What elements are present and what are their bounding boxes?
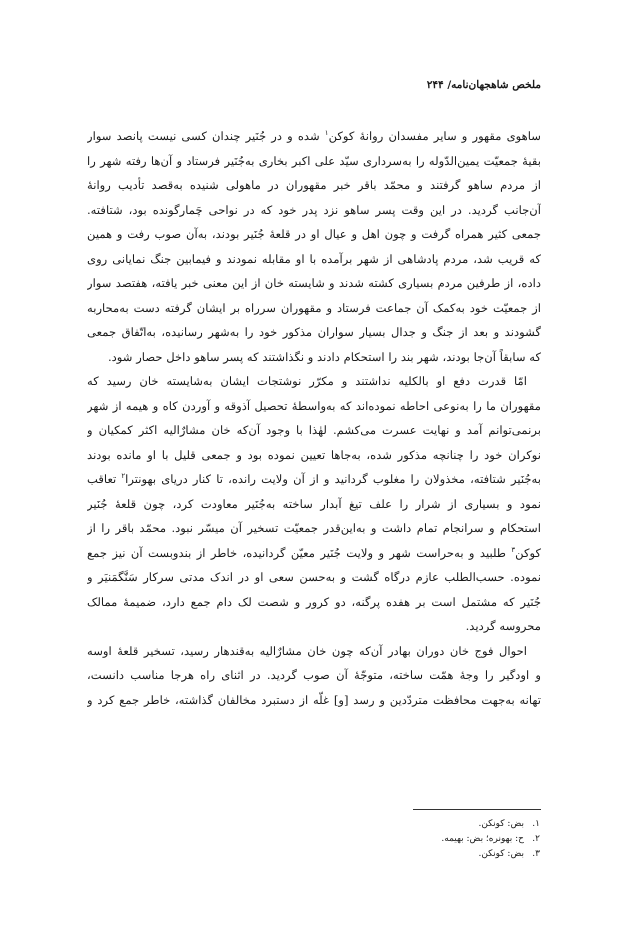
line-text: و اودگیر را وجهٔ همّت ساخته، متوجّهٔ آن صوب گردید. در اثنای راه هرجا مناسب دانست، bbox=[87, 668, 541, 682]
footnote-number: ۳. bbox=[532, 849, 540, 859]
line-text: کوکن bbox=[515, 545, 541, 560]
text-line bbox=[87, 418, 541, 443]
text-line bbox=[87, 149, 541, 174]
line-text: امّا قدرت دفع او بالکلیه نداشتند و مکرّر نوشتجات ایشان به‌شایسته خان رسید که bbox=[87, 374, 527, 388]
line-text: که سابقاً آن‌جا بودند، شهر بند را استحکام دادند و نگذاشتند که پسر ساهو داخل حصار شود. bbox=[107, 349, 541, 364]
line-text: که قریب شد، مردم پادشاهی از شهر برآمده با او مقابله نمودند و فیمابین جنگ نمایانی روی bbox=[87, 251, 541, 266]
footnote-text: بض: کونکن. bbox=[478, 819, 524, 829]
line-text: محروسه گردید. bbox=[465, 619, 541, 633]
footnotes bbox=[87, 817, 540, 862]
text-line bbox=[87, 173, 541, 198]
text-line bbox=[87, 320, 541, 345]
line-text: مقهوران ما را به‌نوعی احاطه نموده‌اند که به‌واسطهٔ تحصیل آذوقه و آوردن کاه و هیمه از شهر bbox=[87, 398, 541, 413]
text-line bbox=[87, 516, 541, 541]
line-text: آن‌جانب گردید. در این وقت پسر ساهو نزد پدر خود که در نواحی چَمارگونده بود، شتافته. bbox=[87, 202, 541, 217]
footnote-number: ۱. bbox=[532, 819, 540, 829]
text-line bbox=[87, 565, 541, 590]
text-line bbox=[87, 467, 541, 492]
text-line bbox=[87, 296, 541, 321]
text-line bbox=[87, 492, 541, 517]
line-text: از مردم ساهو گرفتند و محمّد باقر خبر مقهوران در ماهولی شنیده به‌قصد تأدیب روانهٔ bbox=[87, 178, 541, 192]
text-line bbox=[87, 663, 541, 688]
footnote-text: ح: بهونره؛ بض: بهیمه. bbox=[441, 834, 524, 844]
footnote-item bbox=[87, 832, 540, 847]
footnote-marker[interactable]: ۲ bbox=[121, 472, 126, 481]
running-header: ملخص شاهجهان‌نامه/ ۲۴۴ bbox=[426, 79, 541, 91]
text-line bbox=[87, 541, 541, 566]
text-line bbox=[87, 614, 541, 639]
line-text-continued: طلبید و به‌حراست شهر و ولایت جُنَیر معیّن گردانیده، خاطر از بندوبست آن نیز جمع bbox=[87, 545, 512, 560]
line-text: احوال فوج خان دوران بهادر آن‌که چون خان مشارٌالیه به‌قندهار رسید، تسخیر قلعهٔ اوسه bbox=[87, 643, 527, 658]
text-line bbox=[87, 639, 541, 664]
line-text: ساهوی مقهور و سایر مفسدان روانهٔ کوکن bbox=[328, 129, 541, 143]
footnote-item bbox=[87, 847, 540, 862]
text-line bbox=[87, 369, 541, 394]
line-text: برنمی‌توانم آمد و نهایت عسرت می‌کشم. لهٰذا با وجود آن‌که خان مشارٌالیه اکثر کمکیان و bbox=[87, 423, 541, 437]
footnote-marker[interactable]: ۱ bbox=[324, 129, 329, 138]
line-text: گشودند و بعد از جنگ و جدال بسیار سواران مذکور خود را به‌شهر رسانیده، به‌اتّفاق جمعی bbox=[87, 325, 541, 339]
text-line bbox=[87, 124, 541, 149]
footnote-number: ۲. bbox=[532, 834, 540, 844]
line-text: از جمعیّت خود به‌کمک آن جماعت فرستاد و مقهوران سرراه بر ایشان گرفته دست به‌محاربه bbox=[87, 300, 541, 315]
footnote-text: بض: کونکن. bbox=[478, 849, 524, 859]
line-text: نوکران خود را چنانچه مذکور شده، به‌جاها تعیین نموده بود و جمعی قلیل با او مانده بودند bbox=[87, 447, 541, 462]
text-line bbox=[87, 271, 541, 296]
line-text: جُنَیر که مشتمل است بر هفده پرگنه، دو کرور و شصت لک دام جمع دارد، ضمیمهٔ ممالک bbox=[87, 594, 541, 609]
footnote-item bbox=[87, 817, 540, 832]
text-line bbox=[87, 443, 541, 468]
line-text: داده، از طرفین مردم بسیاری کشته شدند و شایسته خان از این معنی خبر یافته، هفتصد سوار bbox=[87, 276, 541, 290]
main-text bbox=[87, 124, 541, 712]
line-text: به‌جُنَیر شتافته، مخذولان را مغلوب گردانید و از آن ولایت رانده، تا کنار دریای بهونترا bbox=[125, 472, 541, 486]
text-line bbox=[87, 590, 541, 615]
footnote-marker[interactable]: ۳ bbox=[511, 545, 516, 554]
line-text: نموده. حسب‌الطلب عازم درگاه گشت و به‌حسن سعی او در اندک مدتی سرکار سَنَّگمَنیَر و bbox=[87, 570, 541, 584]
line-text: نمود و بسیاری از شرار را علف تیغ آبدار ساخته به‌جُنَیر معاودت کرد، چون قلعهٔ جُنَیر bbox=[87, 496, 541, 511]
text-line bbox=[87, 345, 541, 370]
text-line bbox=[87, 198, 541, 223]
line-text: جمعی کثیر همراه گرفت و چون اهل و عیال او در قلعهٔ جُنَیر بودند، به‌آن صوب رفت و همین bbox=[87, 227, 541, 241]
line-text: بقیهٔ جمعیّت یمین‌الدّوله را به‌سرداری سیّد علی اکبر بخاری به‌جُنَیر فرستاد و آن‌ها رفته شهر را bbox=[87, 153, 541, 168]
text-line bbox=[87, 222, 541, 247]
line-text: استحکام و سرانجام تمام داشت و به‌این‌قدر جمعیّت تسخیر آن میسّر نبود. محمّد باقر را از bbox=[87, 521, 541, 535]
line-text: تهانه به‌جهت محافظت متردّدین و رسد [و] غلّه از دستبرد مخالفان گذاشته، خاطر جمع کرد و bbox=[87, 692, 541, 707]
line-text-continued: تعاقب bbox=[87, 472, 122, 486]
text-line bbox=[87, 247, 541, 272]
footnote-separator bbox=[413, 809, 541, 810]
line-text-continued: شده و در جُنَیر چندان کسی نیست پانصد سوار bbox=[87, 129, 325, 143]
text-line bbox=[87, 688, 541, 713]
text-line bbox=[87, 394, 541, 419]
